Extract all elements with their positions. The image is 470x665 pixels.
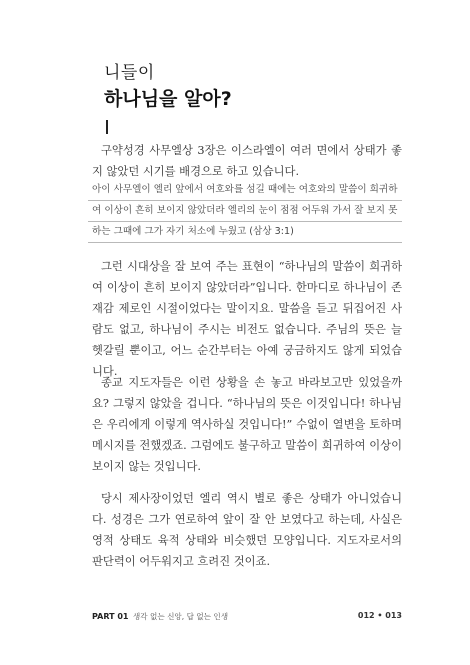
paragraph-1: 구약성경 사무엘상 3장은 이스라엘이 여러 면에서 상태가 좋지 않았던 시기를 배경으로 하고 있습니다. bbox=[92, 144, 402, 178]
chapter-subtitle: 니들이 bbox=[104, 63, 155, 83]
text-cursor bbox=[106, 120, 108, 134]
quote-line: 아이 사무엘이 엘리 앞에서 여호와를 섬길 때에는 여호와의 말씀이 희귀하 bbox=[88, 180, 402, 201]
page-footer bbox=[92, 611, 402, 625]
footer-chapter-title: 생각 없는 신앙, 답 없는 인생 bbox=[132, 612, 229, 621]
quote-line: 여 이상이 흔히 보이지 않았더라 엘리의 눈이 점점 어두워 가서 잘 보지 못 bbox=[88, 201, 402, 222]
paragraph-2: 그런 시대상을 잘 보여 주는 표현이 “하나님의 말씀이 희귀하여 이상이 흔히 보이지 않았더라”입니다. 한마디로 하나님이 존재감 제로인 시절이었다는 말이지요. 말씀을 듣고 뒤집어진 사람도 없고, 하나님이 주시는 비전도 없습니다. 주님의 뜻은 늘 헷갈릴 뿐이고, 어느 순간부터는 아예 궁금하지도 않게 되었습니다. bbox=[92, 260, 402, 378]
quote-line: 하는 그때에 그가 자기 처소에 누웠고 (삼상 3:1) bbox=[88, 222, 402, 243]
chapter-heading bbox=[104, 62, 232, 112]
chapter-title: 하나님을 알아? bbox=[104, 88, 232, 110]
footer-part-label: PART 01 bbox=[92, 612, 129, 621]
page-numbers: 012 • 013 bbox=[357, 611, 402, 620]
paragraph-3: 종교 지도자들은 이런 상황을 손 놓고 바라보고만 있었을까요? 그렇지 않았을 겁니다. “하나님의 뜻은 이것입니다! 하나님은 우리에게 이렇게 역사하실 것입니다!” 수없이 열변을 토하며 메시지를 전했겠죠. 그럼에도 불구하고 말씀이 희귀하여 이상이 보이지 않는 것입니다. bbox=[92, 376, 402, 473]
scripture-quote bbox=[88, 180, 402, 243]
paragraph-4: 당시 제사장이었던 엘리 역시 별로 좋은 상태가 아니었습니다. 성경은 그가 연로하여 앞이 잘 안 보였다고 하는데, 사실은 영적 상태도 육적 상태와 비슷했던 모양입니다. 지도자로서의 판단력이 어두워지고 흐려진 것이죠. bbox=[92, 492, 402, 568]
